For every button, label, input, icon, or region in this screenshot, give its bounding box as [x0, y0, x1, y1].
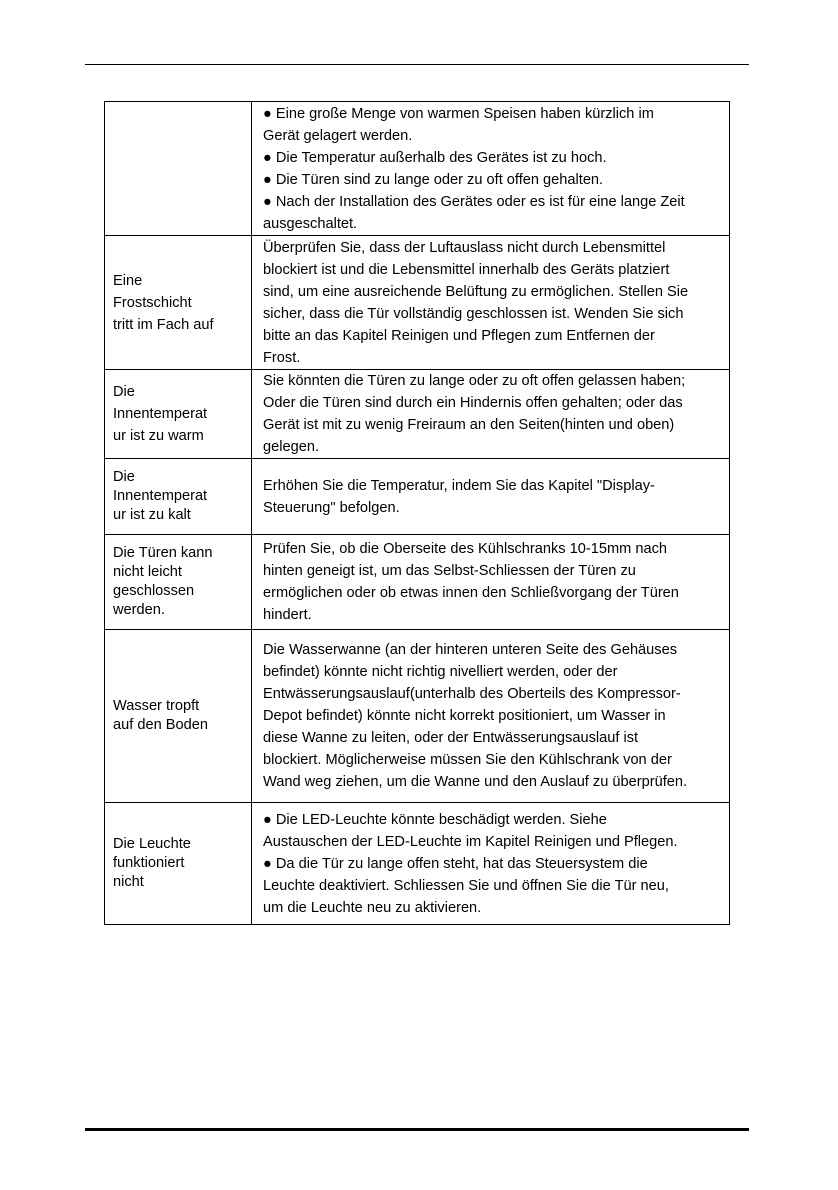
solution-line: hinten geneigt ist, um das Selbst-Schliessen der Türen zu — [263, 563, 636, 579]
solution-line: Wand weg ziehen, um die Wanne und den Auslauf zu überprüfen. — [263, 774, 688, 790]
problem-cell — [105, 803, 252, 925]
solution-line: Erhöhen Sie die Temperatur, indem Sie das Kapitel "Display- — [263, 477, 655, 494]
problem-cell — [105, 102, 252, 236]
footer-rule — [85, 1128, 749, 1131]
solution-line: Entwässerungsauslauf(unterhalb des Oberteils des Kompressor- — [263, 686, 681, 702]
solution-cell — [252, 236, 730, 370]
solution-line: sicher, dass die Tür vollständig geschlossen ist. Wenden Sie sich — [263, 305, 684, 322]
problem-line: geschlossen — [113, 583, 195, 599]
solution-line: Oder die Türen sind durch ein Hindernis offen gehalten; oder das — [263, 395, 683, 411]
solution-cell — [252, 370, 730, 459]
solution-cell — [252, 630, 730, 803]
solution-cell — [252, 102, 730, 236]
problem-line: nicht — [113, 874, 144, 890]
problem-line: Frostschicht — [113, 294, 192, 311]
problem-cell — [105, 630, 252, 803]
solution-line: Überprüfen Sie, dass der Luftauslass nicht durch Lebensmittel — [263, 239, 666, 256]
solution-line: Gerät ist mit zu wenig Freiraum an den Seiten(hinten und oben) — [263, 417, 675, 433]
problem-line: Die Türen kann — [113, 545, 213, 561]
problem-line: Eine — [113, 272, 143, 289]
solution-line: um die Leuchte neu zu aktivieren. — [263, 899, 482, 916]
solution-line: Prüfen Sie, ob die Oberseite des Kühlschranks 10-15mm nach — [263, 541, 667, 557]
solution-line: gelegen. — [263, 439, 319, 455]
table-row — [105, 535, 730, 630]
problem-line: Die — [113, 384, 135, 400]
table-row — [105, 236, 730, 370]
table-row — [105, 102, 730, 236]
table-row — [105, 630, 730, 803]
problem-line: Innentemperat — [113, 488, 208, 504]
solution-line: ● Die Temperatur außerhalb des Gerätes ist zu hoch. — [263, 149, 607, 166]
solution-line: Frost. — [263, 349, 301, 366]
solution-line: Depot befindet) könnte nicht korrekt positioniert, um Wasser in — [263, 708, 666, 724]
solution-line: Sie könnten die Türen zu lange oder zu oft offen gelassen haben; — [263, 373, 686, 389]
solution-line: blockiert ist und die Lebensmittel innerhalb des Geräts platziert — [263, 261, 670, 278]
problem-line: funktioniert — [113, 855, 185, 871]
solution-line: Leuchte deaktiviert. Schliessen Sie und öffnen Sie die Tür neu, — [263, 877, 669, 894]
solution-line: Die Wasserwanne (an der hinteren unteren Seite des Gehäuses — [263, 642, 677, 658]
problem-line: Innentemperat — [113, 406, 208, 422]
problem-line: werden. — [113, 602, 165, 618]
problem-line: Die Leuchte — [113, 836, 191, 852]
solution-line: sind, um eine ausreichende Belüftung zu ermöglichen. Stellen Sie — [263, 283, 689, 300]
solution-line: ● Da die Tür zu lange offen steht, hat das Steuersystem die — [263, 855, 648, 872]
problem-cell — [105, 459, 252, 535]
table-row — [105, 803, 730, 925]
solution-line: diese Wanne zu leiten, oder der Entwässerungsauslauf ist — [263, 730, 639, 746]
solution-cell — [252, 803, 730, 925]
solution-line: ● Eine große Menge von warmen Speisen haben kürzlich im — [263, 105, 654, 122]
solution-line: Gerät gelagert werden. — [263, 127, 413, 144]
table-row — [105, 459, 730, 535]
solution-line: Steuerung" befolgen. — [263, 499, 400, 516]
troubleshooting-table — [104, 101, 730, 925]
problem-cell — [105, 535, 252, 630]
solution-line: ● Nach der Installation des Gerätes oder es ist für eine lange Zeit — [263, 193, 685, 210]
solution-line: ● Die Türen sind zu lange oder zu oft offen gehalten. — [263, 171, 604, 188]
solution-line: ausgeschaltet. — [263, 215, 358, 232]
solution-line: Austauschen der LED-Leuchte im Kapitel Reinigen und Pflegen. — [263, 833, 678, 850]
solution-line: ● Die LED-Leuchte könnte beschädigt werden. Siehe — [263, 811, 607, 828]
solution-line: befindet) könnte nicht richtig nivelliert werden, oder der — [263, 664, 618, 680]
solution-cell — [252, 459, 730, 535]
problem-line: Die — [113, 469, 135, 485]
problem-line: tritt im Fach auf — [113, 316, 214, 333]
problem-line: nicht leicht — [113, 564, 182, 580]
problem-cell — [105, 370, 252, 459]
problem-cell — [105, 236, 252, 370]
solution-line: ermöglichen oder ob etwas innen den Schließvorgang der Türen — [263, 585, 679, 601]
header-rule — [85, 64, 749, 65]
problem-line: auf den Boden — [113, 717, 208, 733]
solution-line: blockiert. Möglicherweise müssen Sie den Kühlschrank von der — [263, 752, 672, 768]
solution-cell — [252, 535, 730, 630]
problem-line: ur ist zu warm — [113, 428, 204, 444]
problem-line: ur ist zu kalt — [113, 507, 191, 523]
problem-line: Wasser tropft — [113, 698, 200, 714]
solution-line: hindert. — [263, 607, 312, 623]
solution-line: bitte an das Kapitel Reinigen und Pflegen zum Entfernen der — [263, 327, 655, 344]
table-row — [105, 370, 730, 459]
